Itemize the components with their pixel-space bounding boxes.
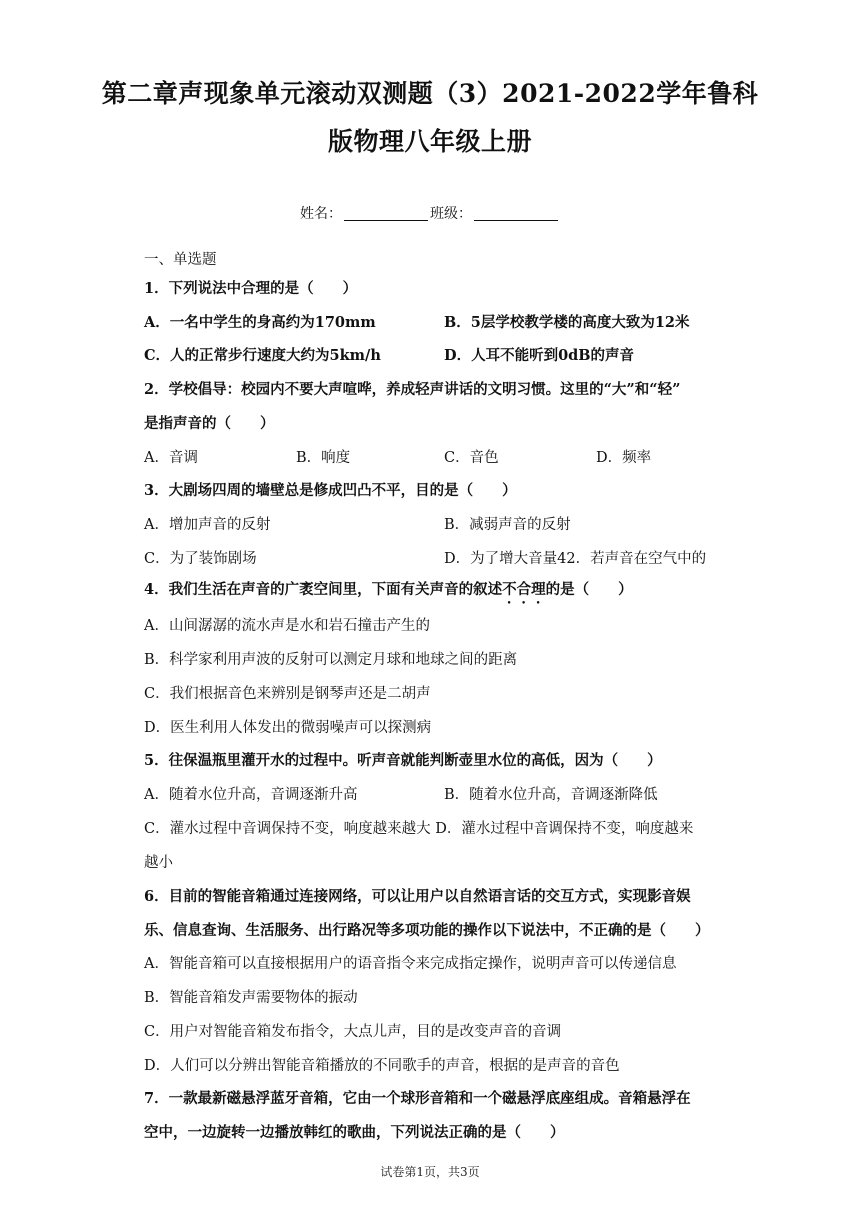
q7-stem-line2: 空中，一边旋转一边播放韩红的歌曲，下列说法正确的是（ ） <box>144 1124 565 1141</box>
q3-option-a: A．增加声音的反射 <box>144 517 271 533</box>
q4-option-a: A．山间潺潺的流水声是水和岩石撞击产生的 <box>144 618 430 634</box>
section-heading: 一、单选题 <box>144 252 217 268</box>
q2-option-a: A．音调 <box>144 450 198 466</box>
q1-stem: 1．下列说法中合理的是（ ） <box>144 280 358 297</box>
q3-option-c: C．为了装饰剧场 <box>144 551 257 567</box>
q6-option-c: C．用户对智能音箱发布指令，大点儿声，目的是改变声音的音调 <box>144 1024 562 1040</box>
name-label: 姓名： <box>300 206 342 222</box>
q5-option-b: B．随着水位升高，音调逐渐降低 <box>444 787 658 803</box>
q5-options-row2: C．灌水过程中音调保持不变，响度越来越大 D．灌水过程中音调保持不变，响度越来 <box>144 821 694 837</box>
q2-options <box>144 446 764 467</box>
q4-option-d: D．医生利用人体发出的微弱噪声可以探测病 <box>144 720 432 736</box>
q1-option-a: A．一名中学生的身高约为170mm <box>144 314 376 331</box>
q2-option-d: D．频率 <box>596 450 652 466</box>
q4-option-c: C．我们根据音色来辨别是钢琴声还是二胡声 <box>144 686 431 702</box>
q7-stem-line1: 7．一款最新磁悬浮蓝牙音箱，它由一个球形音箱和一个磁悬浮底座组成。音箱悬浮在 <box>144 1090 691 1107</box>
q4-stem-post: 的是（ ） <box>545 581 633 598</box>
q4-option-b: B．科学家利用声波的反射可以测定月球和地球之间的距离 <box>144 652 518 668</box>
q1-option-b: B．5层学校教学楼的高度大致为12米 <box>444 314 690 331</box>
q3-option-d: D．为了增大音量42．若声音在空气中的 <box>444 551 707 567</box>
q1-options-row1 <box>144 311 764 332</box>
q2-stem-line2: 是指声音的（ ） <box>144 415 275 432</box>
q2-option-b: B．响度 <box>296 450 351 466</box>
q5-option-a: A．随着水位升高，音调逐渐升高 <box>144 787 358 803</box>
q6-stem-line2: 乐、信息查询、生活服务、出行路况等多项功能的操作以下说法中，不正确的是（ ） <box>144 922 710 939</box>
exam-title-line2: 版物理八年级上册 <box>327 127 532 156</box>
q1-option-d: D．人耳不能听到0dB的声音 <box>444 347 635 364</box>
exam-title-line1: 第二章声现象单元滚动双测题（3）2021-2022学年鲁科 <box>101 79 759 108</box>
name-blank <box>344 206 428 221</box>
q6-stem-line1: 6．目前的智能音箱通过连接网络，可以让用户以自然语言话的交互方式，实现影音娱 <box>144 888 691 905</box>
q4-stem <box>144 578 633 607</box>
q4-stem-pre: 4．我们生活在声音的广袤空间里，下面有关声音的叙述 <box>144 581 503 598</box>
q1-options-row2 <box>144 344 764 365</box>
q5-option-d-continued: 越小 <box>144 855 173 871</box>
class-blank <box>474 206 558 221</box>
q6-option-d: D．人们可以分辨出智能音箱播放的不同歌手的声音，根据的是声音的音色 <box>144 1058 620 1074</box>
page-footer: 试卷第1页，共3页 <box>380 1165 480 1179</box>
q6-option-b: B．智能音箱发声需要物体的振动 <box>144 990 358 1006</box>
student-info <box>0 203 860 223</box>
q3-options-row2 <box>144 547 764 568</box>
q6-option-a: A．智能音箱可以直接根据用户的语音指令来完成指定操作，说明声音可以传递信息 <box>144 956 677 972</box>
q3-stem: 3．大剧场四周的墙壁总是修成凹凸不平，目的是（ ） <box>144 482 517 499</box>
q2-stem-line1: 2．学校倡导：校园内不要大声喧哗，养成轻声讲话的文明习惯。这里的“大”和“轻” <box>144 381 681 398</box>
q1-option-c: C．人的正常步行速度大约为5km/h <box>144 347 381 364</box>
q3-options-row1 <box>144 513 764 534</box>
q3-option-b: B．减弱声音的反射 <box>444 517 571 533</box>
q5-options-row1 <box>144 783 764 804</box>
q4-stem-emphasis: 不合理 <box>502 581 546 598</box>
q5-stem: 5．往保温瓶里灌开水的过程中。听声音就能判断壶里水位的高低，因为（ ） <box>144 752 662 769</box>
class-label: 班级： <box>430 206 472 222</box>
q2-option-c: C．音色 <box>444 450 499 466</box>
